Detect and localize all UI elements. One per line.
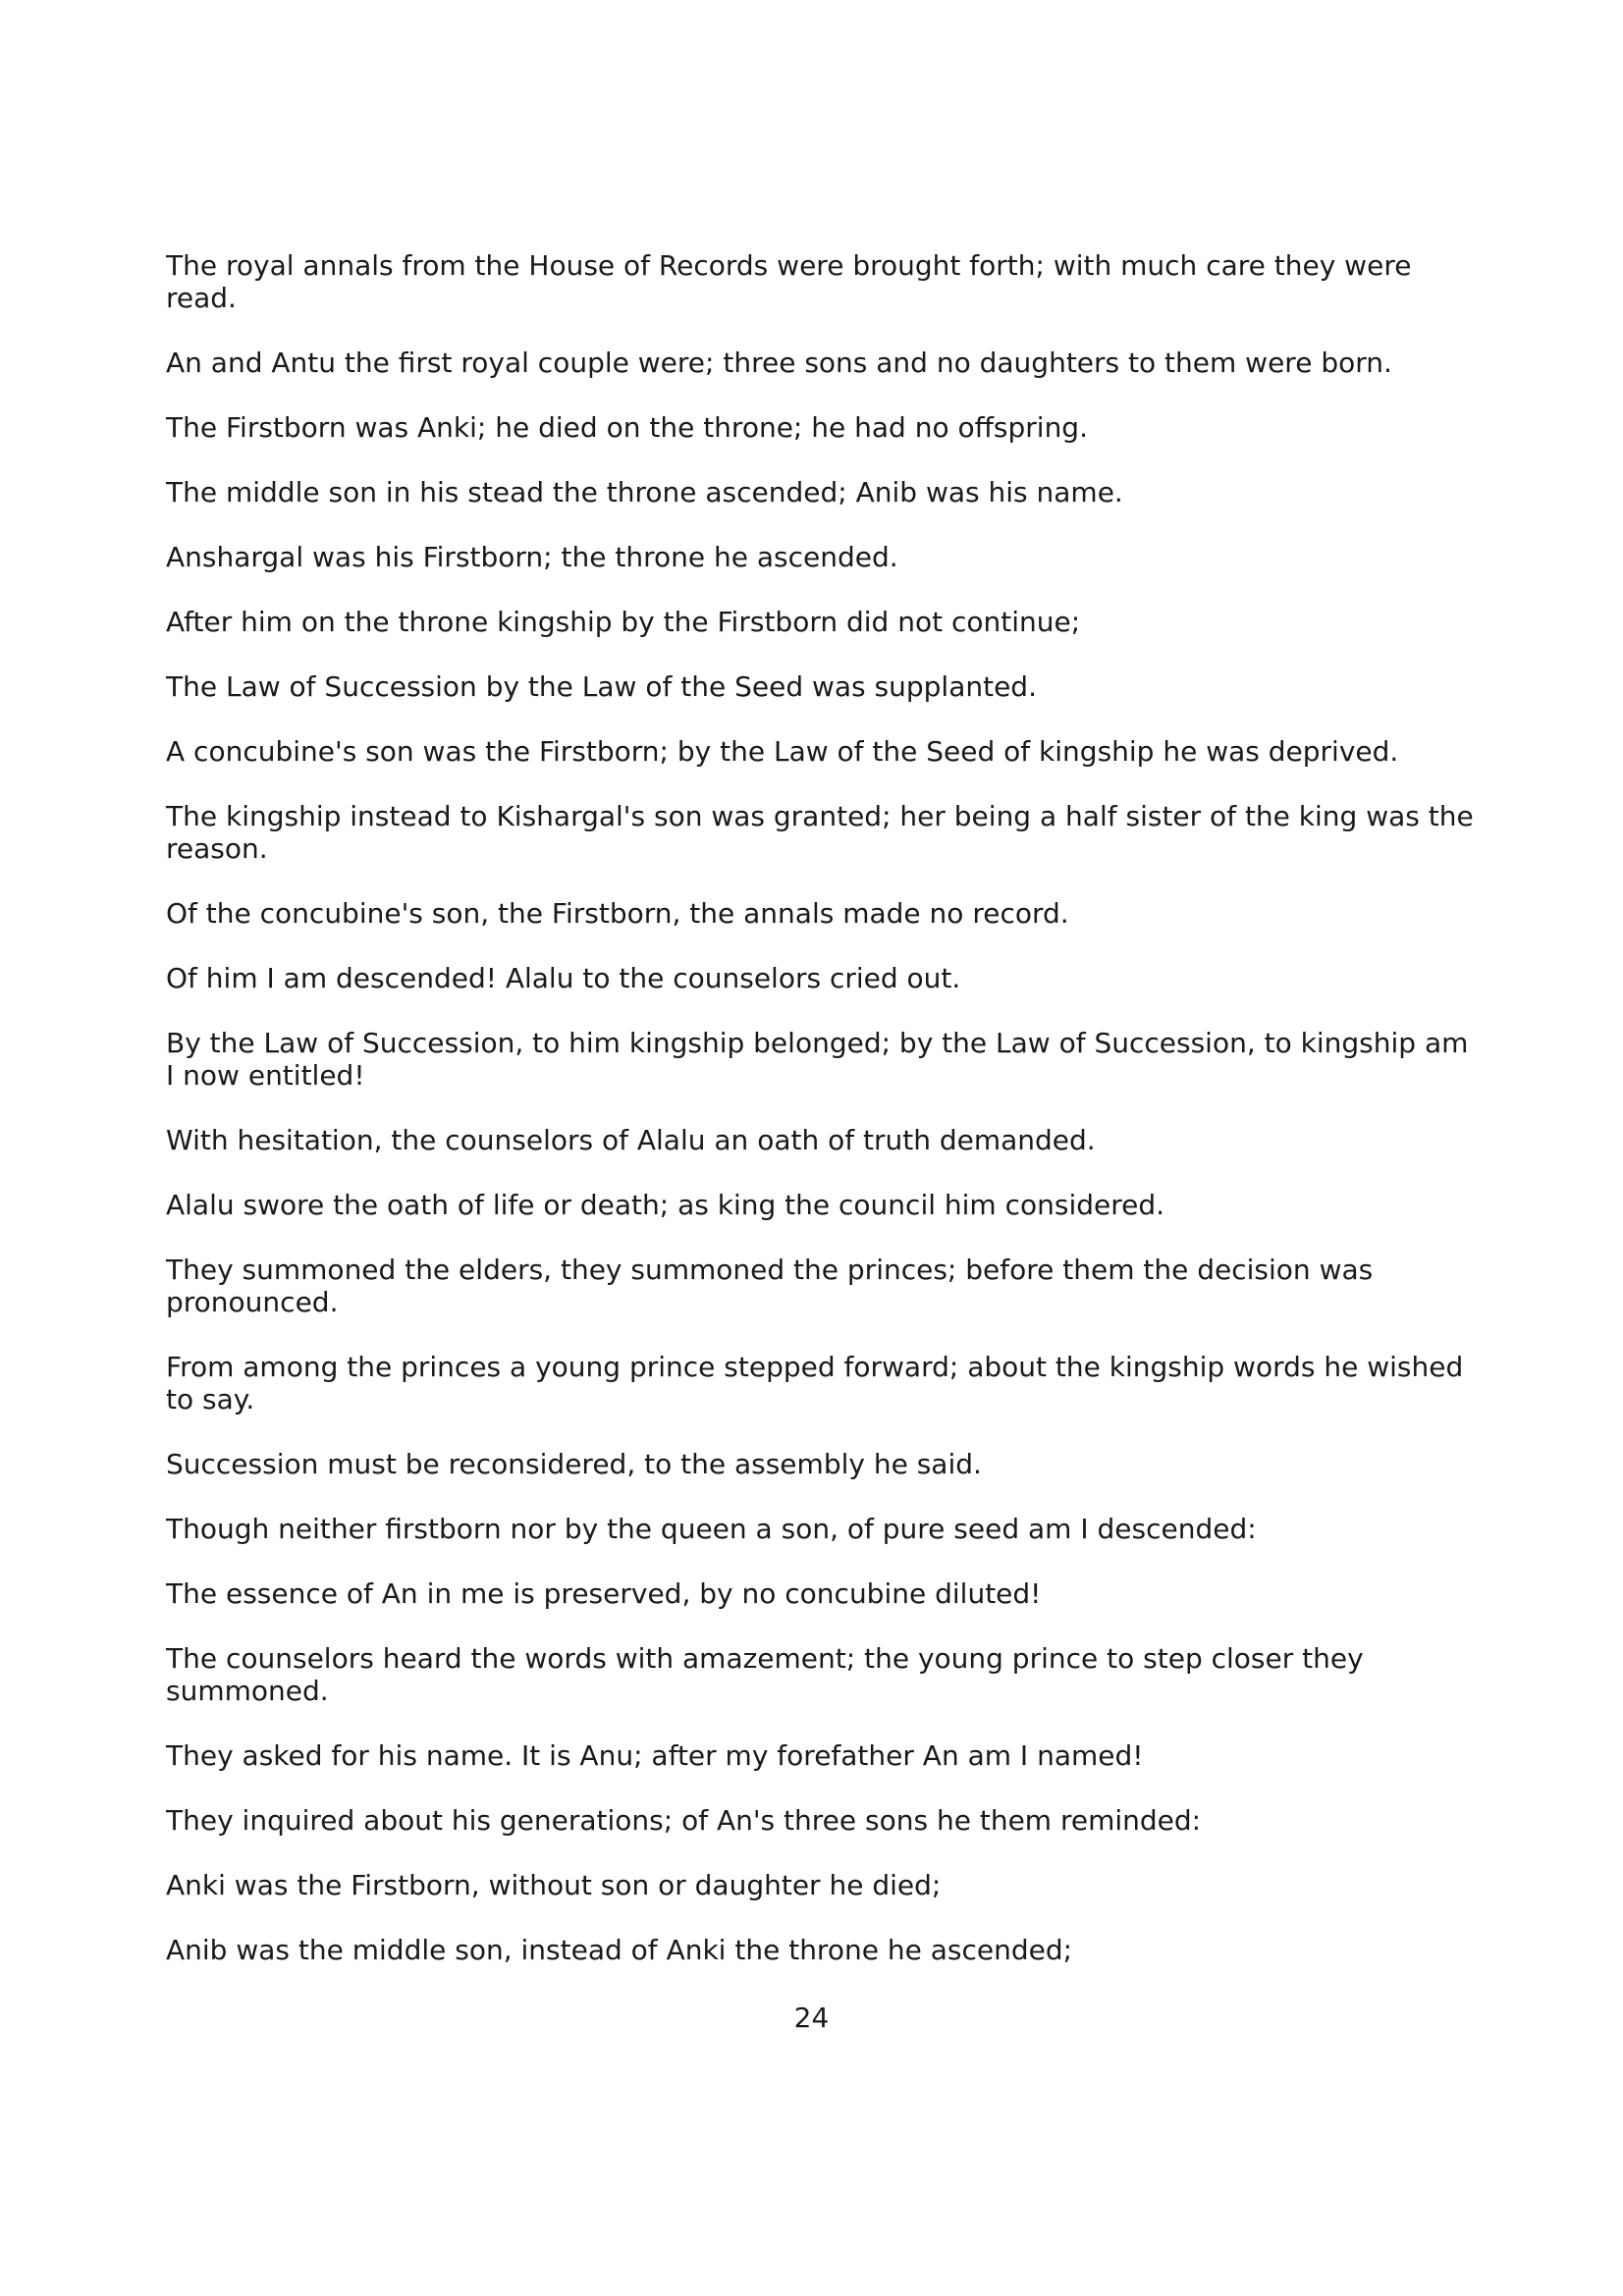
paragraph: The middle son in his stead the throne ascended; Anib was his name. <box>166 476 1123 508</box>
paragraph: Alalu swore the oath of life or death; as king the council him considered. <box>166 1189 1165 1221</box>
paragraph: After him on the throne kingship by the Firstborn did not continue; <box>166 606 1081 638</box>
paragraph: They asked for his name. It is Anu; after my forefather An am I named! <box>166 1739 1144 1772</box>
paragraph: Anshargal was his Firstborn; the throne he ascended. <box>166 541 898 573</box>
paragraph: Of him I am descended! Alalu to the counselors cried out. <box>166 962 961 994</box>
paragraph: The essence of An in me is preserved, by no concubine diluted! <box>166 1577 1042 1610</box>
paragraph: They inquired about his generations; of An's three sons he them reminded: <box>166 1804 1202 1837</box>
paragraph: A concubine's son was the Firstborn; by the Law of the Seed of kingship he was deprived. <box>166 735 1399 768</box>
paragraph: Though neither firstborn nor by the queen a son, of pure seed am I descended: <box>166 1513 1257 1545</box>
paragraph: The royal annals from the House of Records were brought forth; with much care they were read. <box>166 249 1412 314</box>
paragraph: With hesitation, the counselors of Alalu an oath of truth demanded. <box>166 1124 1096 1156</box>
paragraph: An and Antu the first royal couple were; three sons and no daughters to them were born. <box>166 347 1392 379</box>
paragraph: The Law of Succession by the Law of the Seed was supplanted. <box>166 670 1037 703</box>
paragraph: The Firstborn was Anki; he died on the throne; he had no offspring. <box>166 411 1088 444</box>
paragraph: Of the concubine's son, the Firstborn, the annals made no record. <box>166 897 1069 930</box>
paragraph: Succession must be reconsidered, to the assembly he said. <box>166 1448 982 1480</box>
page-body <box>166 249 1482 1999</box>
paragraph: The kingship instead to Kishargal's son was granted; her being a half sister of the king was the reason. <box>166 800 1474 865</box>
page-number: 24 <box>793 2002 830 2034</box>
paragraph: By the Law of Succession, to him kingship belonged; by the Law of Succession, to kingship am I now entitled! <box>166 1027 1469 1092</box>
paragraph: They summoned the elders, they summoned the princes; before them the decision was pronounced. <box>166 1254 1374 1318</box>
paragraph: The counselors heard the words with amazement; the young prince to step closer they summoned. <box>166 1642 1364 1707</box>
paragraph: From among the princes a young prince stepped forward; about the kingship words he wished to say. <box>166 1351 1464 1415</box>
paragraph: Anki was the Firstborn, without son or daughter he died; <box>166 1869 942 1901</box>
paragraph: Anib was the middle son, instead of Anki the throne he ascended; <box>166 1934 1073 1966</box>
